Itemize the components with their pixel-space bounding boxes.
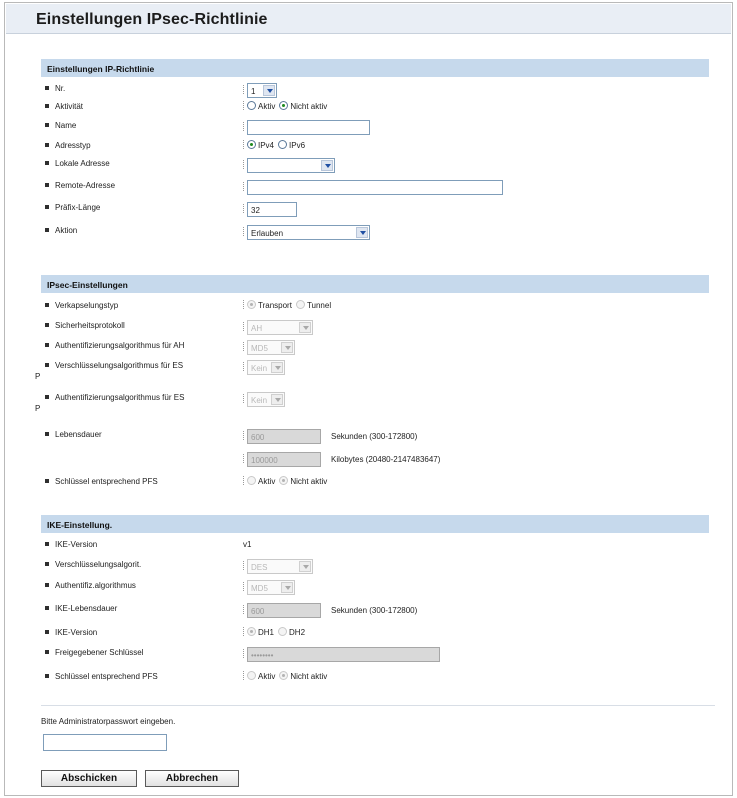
settings-window <box>4 2 733 796</box>
sicherheitsprotokoll-label: Sicherheitsprotokoll <box>45 320 235 331</box>
verschl-esp-select[interactable] <box>247 360 285 375</box>
lebensdauer-label: Lebensdauer <box>45 429 235 440</box>
ike-pfs-nicht-aktiv-label: Nicht aktiv <box>290 672 328 681</box>
aktivitaet-nicht-aktiv-label: Nicht aktiv <box>290 102 328 111</box>
page-header <box>6 4 731 34</box>
ike-psk-label: Freigegebener Schlüssel <box>45 647 235 658</box>
admin-password-input[interactable] <box>43 734 167 751</box>
row-ike-verschl <box>35 559 715 577</box>
verkapselung-transport-label: Transport <box>258 301 292 310</box>
row-praefix-laenge <box>35 202 715 220</box>
nr-select[interactable] <box>247 83 277 98</box>
chevron-down-icon <box>271 394 283 405</box>
row-nr <box>35 83 715 101</box>
aktivitaet-aktiv-label: Aktiv <box>258 102 276 111</box>
ike-verschl-select[interactable] <box>247 559 313 574</box>
lebensdauer-seconds-input[interactable]: 600 <box>247 429 321 444</box>
ike-dh2-label: DH2 <box>289 628 306 637</box>
praefix-laenge-label: Präfix-Länge <box>45 202 235 213</box>
row-remote-adresse <box>35 180 715 198</box>
ike-dh1-label: DH1 <box>258 628 275 637</box>
name-input[interactable] <box>247 120 370 135</box>
submit-button[interactable]: Abschicken <box>41 770 137 787</box>
ipsec-pfs-nicht-aktiv-label: Nicht aktiv <box>290 477 328 486</box>
row-ike-auth <box>35 580 715 598</box>
ike-lebensdauer-input[interactable]: 600 <box>247 603 321 618</box>
chevron-down-icon <box>281 582 293 593</box>
adresstyp-ipv4-radio[interactable] <box>247 140 256 149</box>
section-ipsec-title: IPsec-Einstellungen <box>41 275 709 293</box>
adresstyp-label: Adresstyp <box>45 140 235 151</box>
ike-verschl-label: Verschlüsselungsalgorit. <box>45 559 235 570</box>
auth-ah-value: MD5 <box>251 344 268 353</box>
lebensdauer-kb-unit: Kilobytes (20480-2147483647) <box>331 454 441 464</box>
sicherheitsprotokoll-select[interactable] <box>247 320 313 335</box>
cancel-button[interactable]: Abbrechen <box>145 770 239 787</box>
ipsec-pfs-aktiv-radio[interactable] <box>247 476 256 485</box>
auth-ah-select[interactable] <box>247 340 295 355</box>
row-sicherheitsprotokoll <box>35 320 715 338</box>
ike-version-value: v1 <box>243 540 252 549</box>
lebensdauer-kb-input[interactable]: 100000 <box>247 452 321 467</box>
row-verkapselungstyp <box>35 300 715 318</box>
chevron-down-icon <box>356 227 368 238</box>
row-verschl-esp <box>35 360 715 386</box>
lokale-adresse-label: Lokale Adresse <box>45 158 235 169</box>
row-auth-ah <box>35 340 715 358</box>
ike-verschl-value: DES <box>251 563 268 572</box>
ike-auth-value: MD5 <box>251 584 268 593</box>
row-auth-esp <box>35 392 715 418</box>
auth-ah-label: Authentifizierungsalgorithmus für AH <box>45 340 235 351</box>
ike-lebensdauer-label: IKE-Lebensdauer <box>45 603 235 614</box>
aktion-label: Aktion <box>45 225 235 236</box>
ipsec-pfs-label: Schlüssel entsprechend PFS <box>45 476 235 487</box>
ike-pfs-aktiv-label: Aktiv <box>258 672 276 681</box>
row-lebensdauer-kb <box>35 452 715 470</box>
verkapselung-tunnel-label: Tunnel <box>306 301 332 310</box>
adresstyp-ipv4-label: IPv4 <box>258 141 275 150</box>
ike-pfs-label: Schlüssel entsprechend PFS <box>45 671 235 682</box>
ike-dh-label: IKE-Version <box>45 627 235 638</box>
aktivitaet-nicht-aktiv-radio[interactable] <box>279 101 288 110</box>
ike-auth-label: Authentifiz.algorithmus <box>45 580 235 591</box>
ike-dh2-radio[interactable] <box>278 627 287 636</box>
ike-version-label: IKE-Version <box>45 539 235 550</box>
section-ike-title: IKE-Einstellung. <box>41 515 709 533</box>
ike-pfs-aktiv-radio[interactable] <box>247 671 256 680</box>
page-title: Einstellungen IPsec-Richtlinie <box>36 11 268 28</box>
aktivitaet-label: Aktivität <box>45 101 235 112</box>
row-aktion <box>35 225 715 243</box>
auth-esp-label <box>35 392 235 414</box>
auth-esp-select[interactable] <box>247 392 285 407</box>
name-label: Name <box>45 120 235 131</box>
admin-password-prompt: Bitte Administratorpasswort eingeben. <box>41 717 176 726</box>
remote-adresse-label: Remote-Adresse <box>45 180 235 191</box>
row-ike-psk <box>35 647 715 665</box>
section-ip-policy-title: Einstellungen IP-Richtlinie <box>41 59 709 77</box>
row-ike-version <box>35 539 715 557</box>
ike-pfs-nicht-aktiv-radio[interactable] <box>279 671 288 680</box>
row-ike-pfs <box>35 671 715 689</box>
form-divider <box>41 705 715 706</box>
row-lebensdauer <box>35 429 715 447</box>
ike-auth-select[interactable] <box>247 580 295 595</box>
lokale-adresse-select[interactable] <box>247 158 335 173</box>
ipsec-pfs-nicht-aktiv-radio[interactable] <box>279 476 288 485</box>
chevron-down-icon <box>299 322 311 333</box>
row-adresstyp <box>35 140 715 158</box>
row-aktivitaet <box>35 101 715 119</box>
auth-esp-value: Kein <box>251 396 268 405</box>
nr-select-value: 1 <box>251 87 256 96</box>
remote-adresse-input[interactable] <box>247 180 503 195</box>
chevron-down-icon <box>281 342 293 353</box>
row-name <box>35 120 715 138</box>
verkapselung-transport-radio[interactable] <box>247 300 256 309</box>
row-ike-lebensdauer <box>35 603 715 621</box>
verschl-esp-value: Kein <box>251 364 268 373</box>
lebensdauer-seconds-unit: Sekunden (300-172800) <box>331 431 418 441</box>
auth-esp-label-line1: Authentifizierungsalgorithmus für ES <box>55 393 185 402</box>
ike-lebensdauer-unit: Sekunden (300-172800) <box>331 605 418 615</box>
aktivitaet-aktiv-radio[interactable] <box>247 101 256 110</box>
verschl-esp-label-line2: P <box>35 372 41 381</box>
verschl-esp-label <box>35 360 235 382</box>
nr-label: Nr. <box>45 83 235 94</box>
chevron-down-icon <box>321 160 333 171</box>
sicherheitsprotokoll-value: AH <box>251 324 263 333</box>
auth-esp-label-line2: P <box>35 404 41 413</box>
ipsec-pfs-aktiv-label: Aktiv <box>258 477 276 486</box>
praefix-laenge-input[interactable]: 32 <box>247 202 297 217</box>
row-ipsec-pfs <box>35 476 715 494</box>
verkapselungstyp-label: Verkapselungstyp <box>45 300 235 311</box>
chevron-down-icon <box>271 362 283 373</box>
chevron-down-icon <box>263 85 275 96</box>
adresstyp-ipv6-label: IPv6 <box>289 141 306 150</box>
row-lokale-adresse <box>35 158 715 176</box>
ike-dh1-radio[interactable] <box>247 627 256 636</box>
row-ike-dh <box>35 627 715 645</box>
chevron-down-icon <box>299 561 311 572</box>
ike-psk-input[interactable]: •••••••• <box>247 647 440 662</box>
adresstyp-ipv6-radio[interactable] <box>278 140 287 149</box>
aktion-select[interactable] <box>247 225 370 240</box>
aktion-select-value: Erlauben <box>251 229 284 238</box>
verkapselung-tunnel-radio[interactable] <box>296 300 305 309</box>
verschl-esp-label-line1: Verschlüsselungsalgorithmus für ES <box>55 361 184 370</box>
